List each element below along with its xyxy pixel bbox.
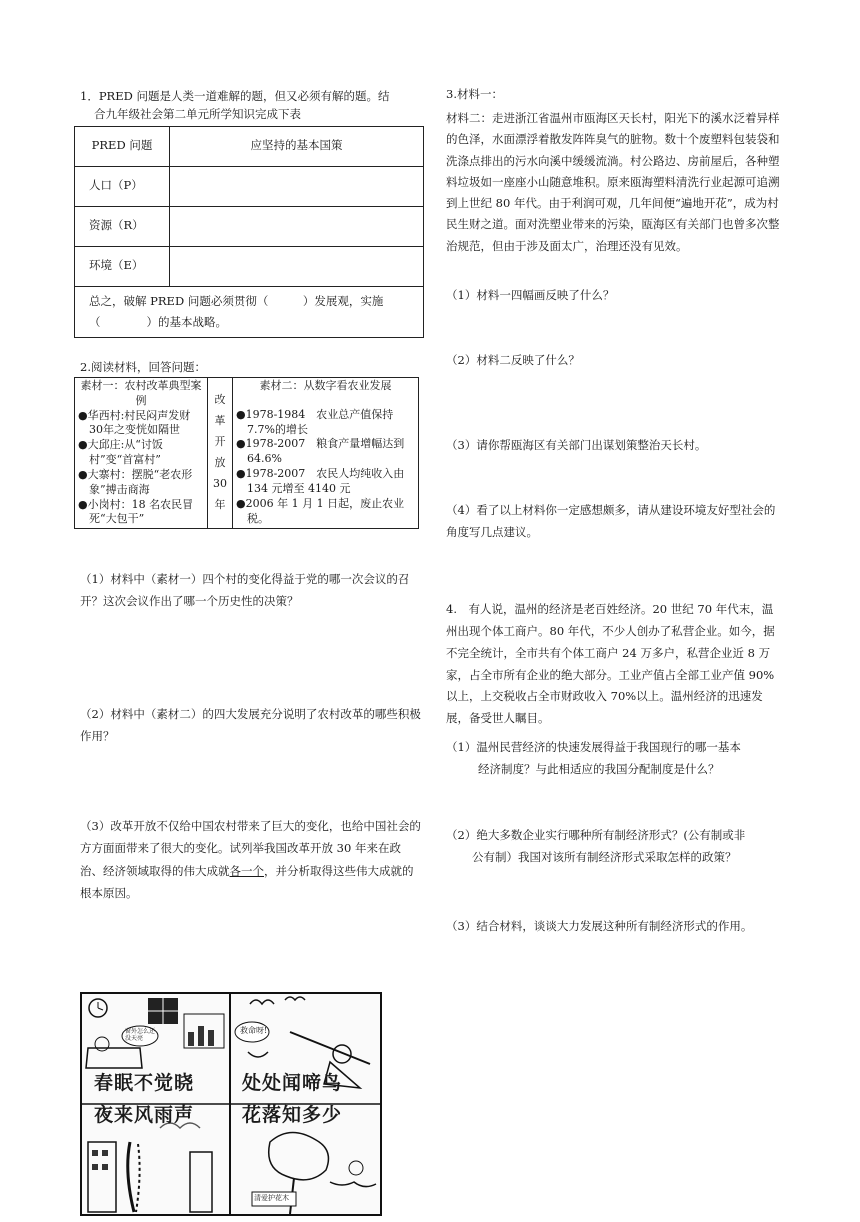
caption-4: 花落知多少	[242, 1104, 343, 1126]
table-row	[75, 206, 424, 246]
q2-sub3	[80, 815, 422, 905]
list-item: ●1978-2007 农民人均纯收入由 134 元增至 4140 元	[236, 467, 405, 495]
q3-sub3: （3）请你帮瓯海区有关部门出谋划策整治天长村。	[446, 438, 707, 452]
table-row	[75, 246, 424, 286]
vertical-char: 改	[214, 393, 226, 407]
q4-sub2-b: 公有制）我国对该所有制经济形式采取怎样的政策？	[472, 850, 737, 864]
question-1	[80, 88, 432, 338]
question-2	[74, 359, 422, 529]
poem-cartoon	[80, 992, 382, 1216]
summary-cell	[75, 286, 424, 337]
table-row	[75, 126, 424, 166]
answer-cell	[170, 166, 424, 206]
answer-cell	[170, 206, 424, 246]
q3-sub2: （2）材料二反映了什么？	[446, 353, 580, 367]
answer-cell	[170, 246, 424, 286]
pred-table	[74, 126, 424, 338]
summary-line-1: 总之，破解 PRED 问题必须贯彻（ ）发展观，实施	[89, 293, 384, 308]
material-1-title: 素材一：农村改革典型案例	[80, 378, 202, 407]
q2-sub2: （2）材料中（素材二）的四大发展充分说明了农村改革的哪些积极作用？	[80, 707, 421, 743]
q2-sub1: （1）材料中（素材一）四个村的变化得益于党的哪一次会议的召开？这次会议作出了哪一个历史性的决策？	[80, 572, 410, 608]
q4-sub2-a: （2）绝大多数企业实行哪种所有制经济形式？(公有制或非	[446, 828, 746, 842]
material-2-cell	[233, 377, 419, 528]
q3-material2: 材料二：走进浙江省温州市瓯海区天长村，阳光下的溪水泛着异样的色泽，水面漂浮着散发阵阵臭气的脏物。数十个废塑料包装袋和洗涤点排出的污水向溪中缓缓流淌。村公路边、房前屋后，各种塑料垃圾如一座座小山随意堆积。原来瓯海塑料清洗行业起源可追溯到上世纪 80 年代。由于利润可观，几年间便“遍地开花”，成为村民生财之道。面对洗塑业带来的污染，瓯海区有关部门也曾多次整治规范，但由于涉及面太广，治理还没有见效。	[446, 111, 780, 253]
table-row	[75, 286, 424, 337]
material-1-cell	[75, 377, 208, 528]
q3-sub4: （4）看了以上材料你一定感想颇多，请从建设环境友好型社会的角度写几点建议。	[446, 503, 776, 539]
list-item: ●小岗村：18 名农民冒死“大包干”	[78, 497, 194, 526]
q1-line1: 1．PRED 问题是人类一道难解的题，但又必须有解的题。结	[80, 89, 390, 103]
q2-sub3-text-a: （3）改革开放不仅给中国农村带来了巨大的变化，也给中国社会的方方面面带来了很大的变化。试列举我国改革开放 30 年来在政治、经济领域取得的伟大成就	[80, 819, 421, 878]
summary-line-2: （ ）的基本战略。	[89, 314, 227, 329]
list-item: ●大邱庄:从“讨饭村”变“首富村”	[78, 438, 163, 467]
q4-sub1-a: （1）温州民营经济的快速发展得益于我国现行的哪一基本	[446, 740, 741, 754]
bubble-text-1: 窗外怎么还没天亮	[125, 1028, 156, 1042]
q4-text: 4. 有人说，温州的经济是老百姓经济。20 世纪 70 年代末，温州出现个体工商户。80 年代，不少人创办了私营企业。如今，据不完全统计，全市共有个体工商户 24 万多户，私营企业近 8 万家，占全市所有企业的绝大部分。工业产值占全部工业产值 90%以上，上交税收占全市财政收入 70%以上。温州经济的迅速发展，备受世人瞩目。	[446, 602, 775, 726]
list-item: ●华西村:村民闷声发财30年之变恍如隔世	[78, 408, 191, 437]
caption-2: 处处闻啼鸟	[242, 1072, 343, 1094]
q3-title: 3.材料一：	[446, 87, 503, 101]
vertical-char: 放	[214, 456, 226, 470]
row-label: 人口（P）	[75, 166, 170, 206]
vertical-char: 30	[213, 476, 227, 490]
q2-sub3-text-b: ，并分析取得这些伟大成就的根本原因。	[80, 863, 414, 901]
q1-line2: 合九年级社会第二单元所学知识完成下表	[94, 106, 301, 121]
q2-sub3-underlined: 各一个	[229, 863, 264, 878]
list-item: ●1978-2007 粮食产量增幅达到 64.6%	[236, 437, 405, 466]
caption-3: 夜来风雨声	[94, 1104, 195, 1126]
bubble-text-2: 救命呀!	[240, 1026, 268, 1035]
reform-30-years-cell	[208, 377, 233, 528]
vertical-char: 革	[214, 414, 226, 428]
table-row	[75, 166, 424, 206]
materials-table	[74, 377, 419, 529]
row-label: 资源（R）	[75, 206, 170, 246]
list-item: ●2006 年 1 月 1 日起，废止农业税。	[236, 496, 405, 525]
row-label: 环境（E）	[75, 246, 170, 286]
table-row	[75, 377, 419, 528]
list-item: ●1978-1984 农业总产值保持 7.7%的增长	[236, 407, 394, 436]
material-2-title: 素材二：从数字看农业发展	[259, 378, 392, 392]
caption-1: 春眠不觉晓	[94, 1072, 195, 1094]
q2-title: 2.阅读材料，回答问题：	[80, 360, 206, 374]
bubble-text-3: 清爱护花木	[254, 1194, 289, 1202]
q3-sub1: （1）材料一四幅画反映了什么？	[446, 288, 615, 302]
q4-sub1-b: 经济制度？与此相适应的我国分配制度是什么？	[478, 762, 720, 776]
list-item: ●大寨村：摆脱“老农形象”搏击商海	[78, 467, 193, 496]
table-header-cell: 应坚持的基本国策	[170, 126, 424, 166]
vertical-char: 年	[214, 497, 226, 511]
vertical-char: 开	[214, 435, 226, 449]
table-header-cell: PRED 问题	[75, 126, 170, 166]
q4-sub3: （3）结合材料，谈谈大力发展这种所有制经济形式的作用。	[446, 919, 753, 933]
